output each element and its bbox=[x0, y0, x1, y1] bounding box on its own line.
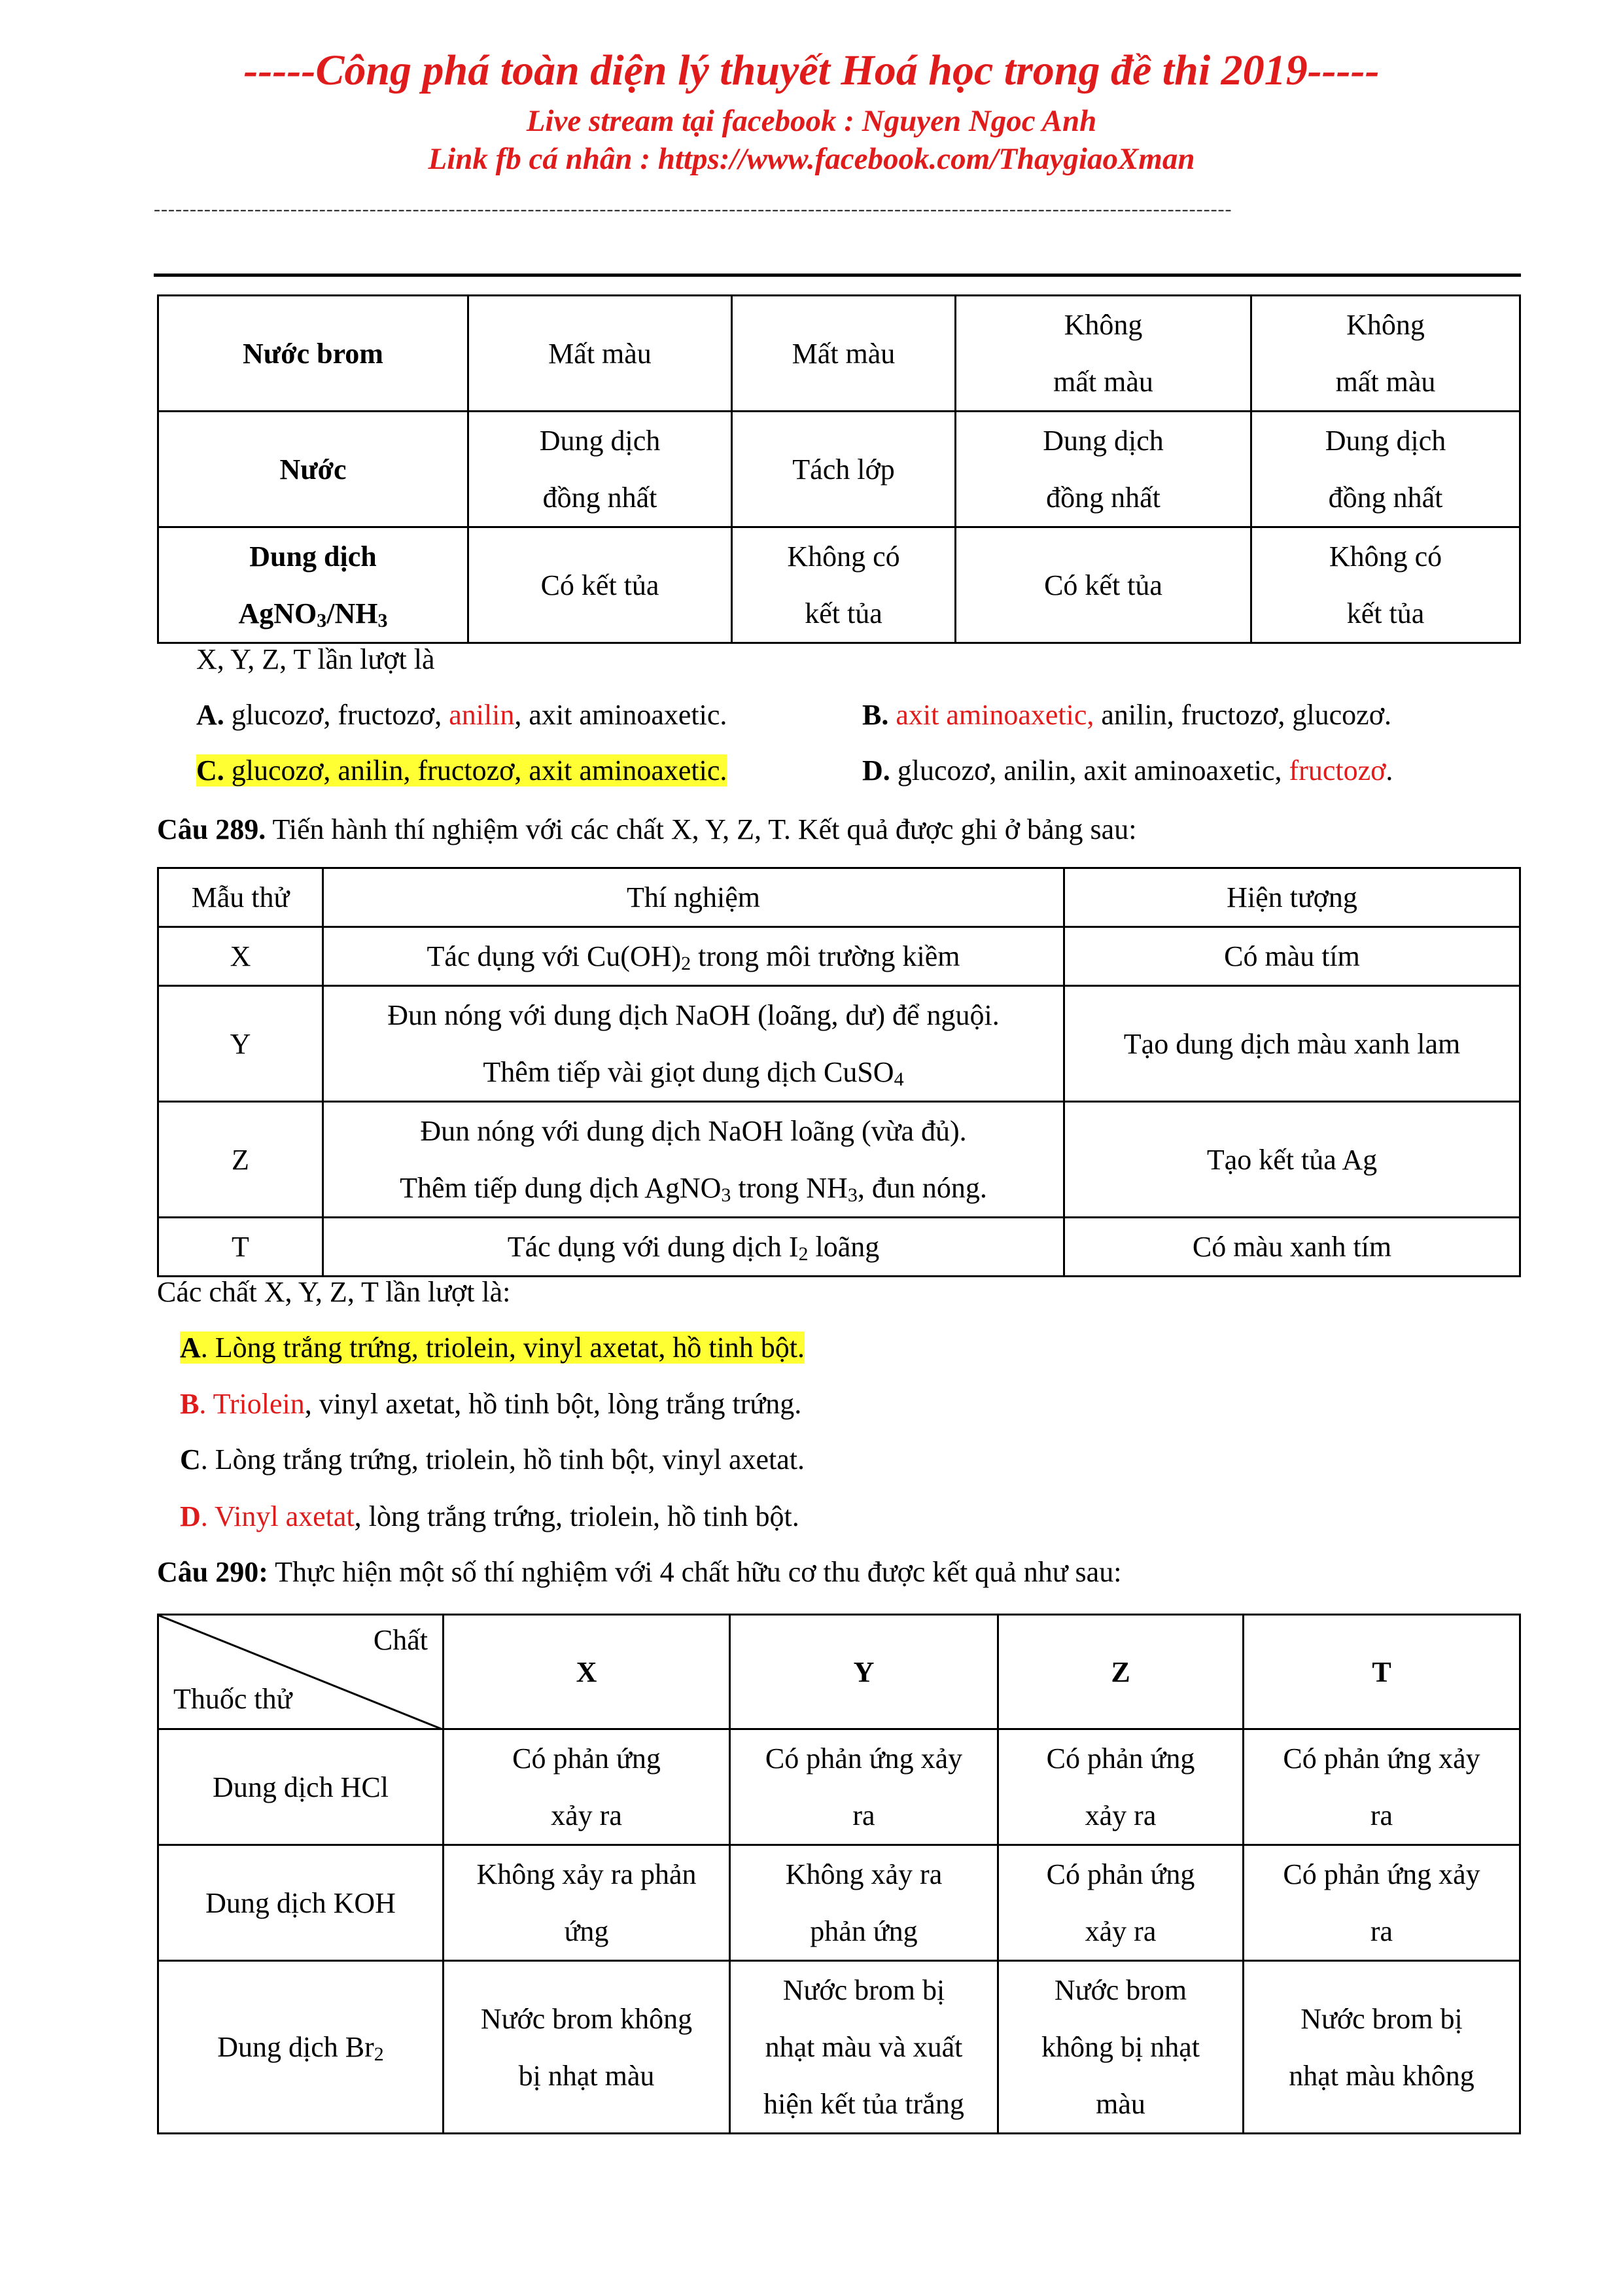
option-text: anilin, fructozơ, glucozơ. bbox=[1094, 699, 1391, 731]
cell-line: ra bbox=[1370, 1915, 1393, 1947]
table-cell bbox=[444, 1961, 730, 2134]
formula-part: AgNO bbox=[238, 597, 317, 629]
column-header: Y bbox=[730, 1615, 998, 1729]
option-text: , lòng trắng trứng, triolein, hồ tinh bột. bbox=[354, 1500, 799, 1532]
table-cell bbox=[730, 1961, 998, 2134]
phenomenon-cell: Có màu tím bbox=[1064, 927, 1520, 986]
table-row bbox=[158, 986, 1520, 1102]
phenomenon-cell: Tạo kết tủa Ag bbox=[1064, 1102, 1520, 1218]
cell-line: nhạt màu và xuất bbox=[765, 2031, 963, 2063]
table-row bbox=[158, 1729, 1520, 1845]
cell-line: Dung dịch bbox=[539, 425, 661, 457]
table-cell: Mất màu bbox=[468, 296, 732, 412]
cell-line: Dung dịch bbox=[1043, 425, 1164, 457]
column-header: X bbox=[444, 1615, 730, 1729]
option-text: , vinyl axetat, hồ tinh bột, lòng trắng trứng. bbox=[304, 1388, 802, 1420]
cell-line bbox=[332, 1159, 1055, 1216]
cell-line: ra bbox=[852, 1799, 875, 1831]
option-d[interactable] bbox=[862, 751, 1393, 790]
cell-line: Có phản ứng bbox=[512, 1742, 661, 1775]
experiment-cell bbox=[323, 927, 1064, 986]
table-cell bbox=[1244, 1961, 1520, 2134]
cell-line: Có phản ứng xảy bbox=[1283, 1742, 1480, 1775]
option-a[interactable] bbox=[180, 1328, 805, 1368]
cell-line: Có phản ứng bbox=[1046, 1742, 1195, 1775]
formula-sub: 2 bbox=[798, 1243, 809, 1265]
option-text: , axit aminoaxetic. bbox=[514, 699, 727, 731]
question-after: Các chất X, Y, Z, T lần lượt là: bbox=[157, 1276, 511, 1308]
corner-bottom-label: Thuốc thử bbox=[173, 1683, 292, 1715]
table-cell bbox=[444, 1845, 730, 1961]
formula-sub: 2 bbox=[374, 2043, 384, 2065]
formula-sub: 3 bbox=[721, 1184, 731, 1206]
question-290 bbox=[157, 1553, 1121, 1592]
reagent-table bbox=[157, 294, 1521, 644]
cell-text: Thêm tiếp dung dịch AgNO bbox=[400, 1172, 722, 1204]
phenomenon-cell: Có màu xanh tím bbox=[1064, 1218, 1520, 1277]
cell-line: Không có bbox=[787, 540, 900, 573]
cell-line: mất màu bbox=[1053, 366, 1153, 398]
cell-line: Nước brom bị bbox=[782, 1974, 945, 2006]
cell-line: không bị nhạt bbox=[1041, 2031, 1200, 2063]
option-label: A. bbox=[196, 699, 224, 731]
header-experiment: Thí nghiệm bbox=[323, 868, 1064, 927]
cell-line: Không xảy ra bbox=[785, 1858, 943, 1890]
cell-text: trong NH bbox=[731, 1172, 848, 1204]
cell-line: Không xảy ra phản bbox=[476, 1858, 697, 1890]
row-label: Nước brom bbox=[158, 296, 468, 412]
cell-line: Không có bbox=[1329, 540, 1442, 573]
cell-line: Đun nóng với dung dịch NaOH (loãng, dư) để nguội. bbox=[387, 999, 1000, 1031]
cell-line bbox=[332, 1044, 1055, 1101]
cell-line: Nước brom bbox=[1054, 1974, 1187, 2006]
option-dot: . bbox=[199, 1388, 207, 1420]
formula-sub: 2 bbox=[681, 953, 691, 974]
option-label: D. bbox=[862, 754, 890, 786]
option-label: C bbox=[180, 1443, 201, 1475]
cell-text: loãng bbox=[808, 1231, 880, 1263]
row-label: Dung dịch HCl bbox=[158, 1729, 444, 1845]
corner-top-label: Chất bbox=[373, 1624, 428, 1656]
experiment-table bbox=[157, 867, 1521, 1277]
cell-line: xảy ra bbox=[1085, 1915, 1157, 1947]
cell-line bbox=[167, 585, 459, 642]
table-cell: Có kết tủa bbox=[468, 527, 732, 643]
table-cell bbox=[1244, 1729, 1520, 1845]
option-a[interactable] bbox=[196, 696, 727, 735]
table-cell bbox=[998, 1961, 1244, 2134]
table-cell bbox=[1244, 1845, 1520, 1961]
table-cell bbox=[1251, 412, 1520, 527]
cell-line: nhạt màu không bbox=[1289, 2059, 1475, 2092]
cell-line: Không bbox=[1346, 309, 1425, 341]
phenomenon-cell: Tạo dung dịch màu xanh lam bbox=[1064, 986, 1520, 1102]
option-dot: . bbox=[200, 1500, 208, 1532]
row-label: Nước bbox=[158, 412, 468, 527]
row-label bbox=[158, 1961, 444, 2134]
cell-line: ra bbox=[1370, 1799, 1393, 1831]
cell-line: Không bbox=[1064, 309, 1143, 341]
cell-line: kết tủa bbox=[1346, 597, 1425, 629]
table-row bbox=[158, 1961, 1520, 2134]
table-header-row bbox=[158, 1615, 1520, 1729]
formula-sub: 3 bbox=[377, 610, 388, 631]
table-cell bbox=[956, 412, 1251, 527]
table-cell bbox=[444, 1729, 730, 1845]
question-stem: Tiến hành thí nghiệm với các chất X, Y, Z, T. Kết quả được ghi ở bảng sau: bbox=[272, 813, 1137, 845]
header-sample: Mẫu thử bbox=[158, 868, 323, 927]
table-row bbox=[158, 927, 1520, 986]
question-stem: X, Y, Z, T lần lượt là bbox=[196, 643, 435, 675]
formula-sub: 3 bbox=[317, 610, 327, 631]
formula-sub: 3 bbox=[847, 1184, 858, 1206]
table-cell bbox=[1251, 296, 1520, 412]
option-text: . Lòng trắng trứng, triolein, hồ tinh bột, vinyl axetat. bbox=[200, 1443, 805, 1475]
sample-cell: Y bbox=[158, 986, 323, 1102]
option-text-red: axit aminoaxetic, bbox=[896, 699, 1094, 731]
header-title: -----Công phá toàn diện lý thuyết Hoá học trong đề thi 2019----- bbox=[243, 46, 1380, 94]
table-cell: Tách lớp bbox=[732, 412, 956, 527]
table-cell: Có kết tủa bbox=[956, 527, 1251, 643]
cell-line: đồng nhất bbox=[1046, 482, 1161, 514]
header-phenomenon: Hiện tượng bbox=[1064, 868, 1520, 927]
table-cell bbox=[730, 1729, 998, 1845]
question-stem: Thực hiện một số thí nghiệm với 4 chất hữu cơ thu được kết quả như sau: bbox=[275, 1556, 1122, 1588]
cell-line: bị nhạt màu bbox=[518, 2059, 655, 2092]
option-b[interactable] bbox=[180, 1385, 801, 1424]
cell-text: , đun nóng. bbox=[857, 1172, 987, 1204]
table-row bbox=[158, 296, 1520, 412]
question-number: Câu 289. bbox=[157, 813, 266, 845]
cell-line: phản ứng bbox=[810, 1915, 918, 1947]
sample-cell: Z bbox=[158, 1102, 323, 1218]
formula-part: /NH bbox=[326, 597, 378, 629]
option-c[interactable] bbox=[196, 751, 727, 790]
experiment-cell bbox=[323, 986, 1064, 1102]
option-label: C. bbox=[196, 754, 224, 786]
cell-line: màu bbox=[1096, 2088, 1145, 2120]
cell-line: kết tủa bbox=[805, 597, 882, 629]
row-label bbox=[158, 527, 468, 643]
header-rule bbox=[154, 274, 1521, 277]
option-text-red: Triolein bbox=[206, 1388, 305, 1420]
cell-line: Có phản ứng xảy bbox=[765, 1742, 963, 1775]
experiment-cell bbox=[323, 1218, 1064, 1277]
cell-text: Tác dụng với Cu(OH) bbox=[427, 940, 682, 972]
cell-line: Dung dịch bbox=[1325, 425, 1446, 457]
header-livestream: Live stream tại facebook : Nguyen Ngoc Anh bbox=[526, 104, 1097, 138]
table-header-row bbox=[158, 868, 1520, 927]
column-header: T bbox=[1244, 1615, 1520, 1729]
cell-line: Có phản ứng bbox=[1046, 1858, 1195, 1890]
option-text: glucozơ, anilin, axit aminoaxetic, bbox=[897, 754, 1289, 786]
header-link[interactable]: Link fb cá nhân : https://www.facebook.com/ThaygiaoXman bbox=[428, 142, 1195, 176]
cell-text: Thêm tiếp vài giọt dung dịch CuSO bbox=[483, 1056, 894, 1088]
table-row bbox=[158, 1845, 1520, 1961]
table-cell bbox=[998, 1729, 1244, 1845]
table-cell bbox=[468, 412, 732, 527]
table-cell bbox=[998, 1845, 1244, 1961]
cell-line: Nước brom không bbox=[480, 2002, 693, 2035]
option-b[interactable] bbox=[862, 696, 1391, 735]
option-d[interactable] bbox=[180, 1497, 799, 1536]
option-text-red: anilin bbox=[449, 699, 515, 731]
option-text: . Lòng trắng trứng, triolein, vinyl axetat, hồ tinh bột. bbox=[200, 1332, 805, 1364]
table-cell bbox=[730, 1845, 998, 1961]
table-row bbox=[158, 1218, 1520, 1277]
header-separator: ------------------------------------------------------------------------------------------------------------------------------------------------------ bbox=[154, 198, 1232, 220]
cell-line: xảy ra bbox=[551, 1799, 622, 1831]
cell-line: mất màu bbox=[1335, 366, 1436, 398]
cell-line: Nước brom bị bbox=[1300, 2002, 1463, 2035]
cell-line: ứng bbox=[564, 1915, 609, 1947]
reaction-table bbox=[157, 1614, 1521, 2134]
cell-line: Đun nóng với dung dịch NaOH loãng (vừa đủ). bbox=[420, 1115, 967, 1147]
option-text: glucozơ, anilin, fructozơ, axit aminoaxetic. bbox=[231, 754, 727, 786]
formula-sub: 4 bbox=[894, 1069, 904, 1090]
question-289 bbox=[157, 810, 1136, 849]
sample-cell: X bbox=[158, 927, 323, 986]
column-header: Z bbox=[998, 1615, 1244, 1729]
option-label: B bbox=[180, 1388, 200, 1420]
sample-cell: T bbox=[158, 1218, 323, 1277]
option-text-red: Vinyl axetat bbox=[207, 1500, 355, 1532]
option-label: B. bbox=[862, 699, 889, 731]
cell-line: xảy ra bbox=[1085, 1799, 1157, 1831]
table-cell: Mất màu bbox=[732, 296, 956, 412]
cell-line: hiện kết tủa trắng bbox=[763, 2088, 964, 2120]
table-cell bbox=[732, 527, 956, 643]
option-text: glucozơ, fructozơ, bbox=[231, 699, 449, 731]
table-cell bbox=[1251, 527, 1520, 643]
cell-text: Tác dụng với dung dịch I bbox=[507, 1231, 799, 1263]
row-label: Dung dịch KOH bbox=[158, 1845, 444, 1961]
cell-line: Có phản ứng xảy bbox=[1283, 1858, 1480, 1890]
experiment-cell bbox=[323, 1102, 1064, 1218]
cell-text: trong môi trường kiềm bbox=[691, 940, 960, 972]
table-cell bbox=[956, 296, 1251, 412]
corner-cell bbox=[158, 1615, 444, 1729]
option-c[interactable] bbox=[180, 1440, 805, 1479]
table-row bbox=[158, 412, 1520, 527]
option-label: D bbox=[180, 1500, 201, 1532]
table-row bbox=[158, 1102, 1520, 1218]
cell-text: Dung dịch Br bbox=[217, 2031, 374, 2063]
option-label: A bbox=[180, 1332, 201, 1364]
cell-line: đồng nhất bbox=[542, 482, 657, 514]
cell-line: đồng nhất bbox=[1328, 482, 1443, 514]
question-number: Câu 290: bbox=[157, 1556, 268, 1588]
cell-line: Dung dịch bbox=[249, 540, 377, 573]
option-text-red: fructozơ bbox=[1289, 754, 1386, 786]
option-text: . bbox=[1386, 754, 1393, 786]
table-row bbox=[158, 527, 1520, 643]
